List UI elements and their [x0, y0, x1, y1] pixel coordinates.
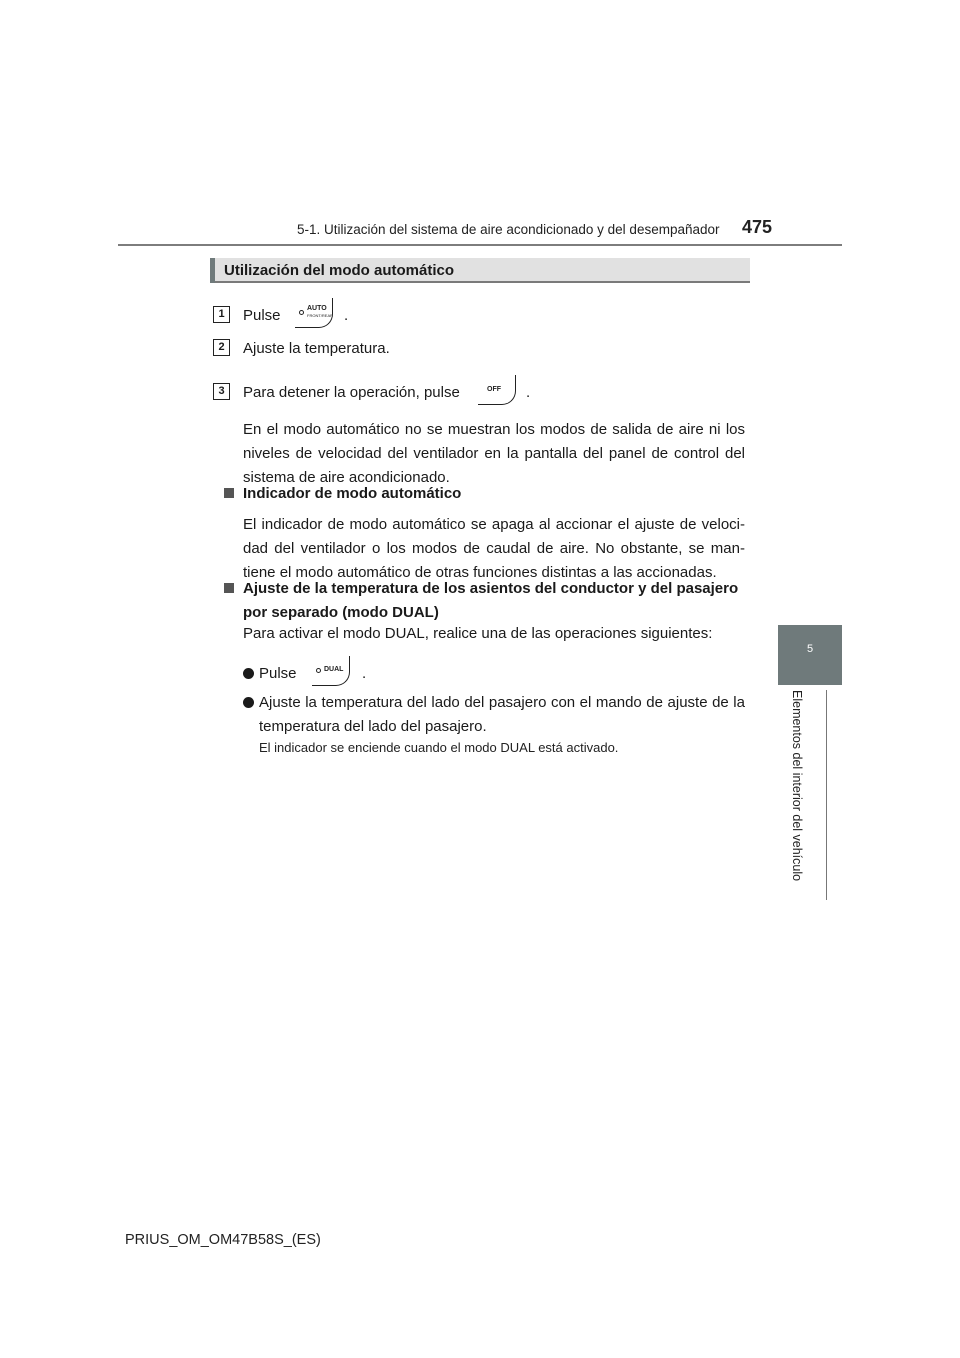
square-bullet-icon — [224, 488, 234, 498]
chapter-label: Elementos del interior del vehículo — [790, 690, 804, 882]
auto-button-label: AUTO — [307, 305, 327, 312]
header-title: 5-1. Utilización del sistema de aire acondicionado y del desempañador — [297, 222, 720, 237]
chapter-tab-number: 5 — [806, 643, 814, 655]
step-3-text-before: Para detener la operación, pulse — [243, 384, 460, 401]
section-accent — [210, 258, 215, 283]
dual-button-icon — [312, 656, 350, 686]
step-1-text-after: . — [344, 307, 349, 324]
dual-indicator-icon — [316, 668, 321, 673]
chapter-tab[interactable] — [778, 625, 842, 685]
step-2-text: Ajuste la temperatura. — [243, 340, 390, 357]
auto-button-icon — [295, 298, 333, 328]
dual-heading — [224, 577, 749, 625]
section-header — [210, 258, 750, 283]
dual-button-label: DUAL — [324, 666, 344, 673]
chapter-label-vertical — [788, 690, 808, 890]
indicator-heading-text: Indicador de modo automático — [243, 485, 462, 502]
dual-intro: Para activar el modo DUAL, realice una de las operaciones siguientes: — [243, 625, 713, 642]
indicator-heading — [224, 482, 749, 506]
square-bullet-icon — [224, 583, 234, 593]
dual-bullet-2 — [243, 691, 745, 739]
footer-code: PRIUS_OM_OM47B58S_(ES) — [125, 1232, 321, 1248]
step-number-1: 1 — [213, 306, 230, 323]
auto-indicator-icon — [299, 310, 304, 315]
header-rule — [118, 244, 842, 246]
dual-bullet-1-text: Pulse — [259, 665, 297, 682]
step-number-3: 3 — [213, 383, 230, 400]
round-bullet-icon — [243, 668, 254, 679]
indicator-paragraph: El indicador de modo automático se apaga al accionar el ajuste de veloci-dad del ventilador o los modos de caudal de aire. No obstante, se man-tiene el modo automático de otras funciones distintas a las accionadas. — [243, 516, 745, 581]
chapter-side-rule — [826, 690, 827, 900]
section-title: Utilización del modo automático — [224, 262, 455, 279]
dual-heading-text: Ajuste de la temperatura de los asientos del conductor y del pasajero por separado (modo DUAL) — [243, 580, 739, 621]
fan-off-label: OFF — [487, 386, 501, 393]
page-number: 475 — [742, 217, 773, 237]
dual-note: El indicador se enciende cuando el modo DUAL está activado. — [259, 740, 619, 755]
step-3-text-after: . — [526, 384, 531, 401]
dual-bullet-1-after: . — [362, 665, 367, 682]
off-button-icon — [478, 375, 516, 405]
round-bullet-icon — [243, 697, 254, 708]
dual-bullet-2-text: Ajuste la temperatura del lado del pasajero con el mando de ajuste de la temperatura del lado del pasajero. — [259, 694, 745, 735]
step-1-text-before: Pulse — [243, 307, 281, 324]
auto-mode-paragraph: En el modo automático no se muestran los modos de salida de aire ni los niveles de velocidad del ventilador en la pantalla del panel de control del sistema de aire acondicionado. — [243, 421, 745, 486]
step-number-2: 2 — [213, 339, 230, 356]
auto-button-sublabel: FRONT/REAR — [307, 313, 333, 318]
